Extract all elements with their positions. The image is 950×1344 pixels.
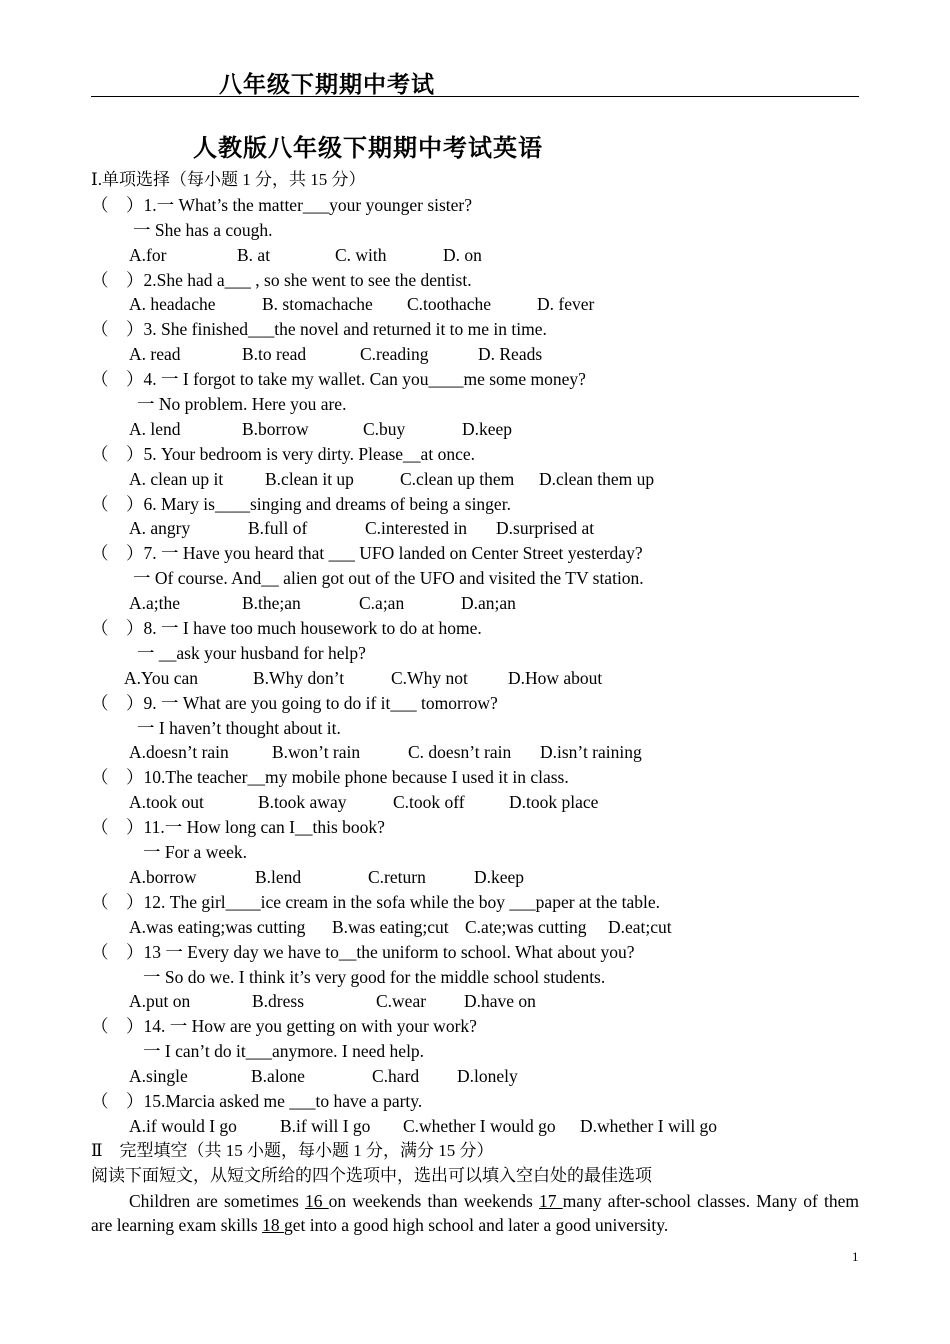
question-2-options: [91, 292, 859, 317]
question-13-stem: （ ）13 一 Every day we have to__the uniform to school. What about you?: [91, 941, 635, 962]
option-b: B.if will I go: [280, 1115, 371, 1136]
option-a: A.You can: [124, 667, 199, 688]
question-1-options: [91, 243, 859, 268]
cloze-passage: [91, 1189, 859, 1239]
question-7-dialogue: 一 Of course. And__ alien got out of the UFO and visited the TV station.: [133, 568, 644, 589]
option-a: A.for: [129, 244, 167, 265]
question-12-stem: （ ）12. The girl____ice cream in the sofa while the boy ___paper at the table.: [91, 891, 661, 912]
option-b: B.full of: [248, 518, 308, 539]
option-b: B.Why don’t: [253, 667, 345, 688]
option-b: B.borrow: [242, 418, 309, 439]
question-13-dialogue: 一 So do we. I think it’s very good for the middle school students.: [143, 966, 606, 987]
question-11-stem: （ ）11.一 How long can I__this book?: [91, 817, 385, 838]
option-b: B.alone: [251, 1066, 305, 1087]
question-12-options: [91, 915, 859, 940]
question-1-stem: （ ）1.一 What’s the matter___your younger sister?: [91, 194, 473, 215]
question-10-options: [91, 790, 859, 815]
option-c: C.wear: [376, 991, 427, 1012]
option-c: C.interested in: [365, 518, 468, 539]
option-d: D.eat;cut: [608, 916, 672, 937]
option-d: D.isn’t raining: [540, 742, 642, 763]
option-d: D.surprised at: [496, 518, 595, 539]
option-d: D.took place: [509, 792, 599, 813]
question-4-dialogue: 一 No problem. Here you are.: [137, 394, 347, 415]
section1-heading: Ⅰ.单项选择（每小题 1 分，共 15 分）: [91, 170, 366, 189]
question-1-dialogue: 一 She has a cough.: [133, 219, 273, 240]
question-14-dialogue: 一 I can’t do it___anymore. I need help.: [143, 1041, 425, 1062]
option-d: D.keep: [462, 418, 513, 439]
option-a: A.was eating;was cutting: [129, 916, 306, 937]
option-d: D.whether I will go: [580, 1115, 718, 1136]
option-c: C.buy: [363, 418, 406, 439]
section2-heading: Ⅱ 完型填空（共 15 小题，每小题 1 分，满分 15 分）: [91, 1140, 494, 1160]
passage-text: Children are sometimes: [129, 1190, 305, 1211]
option-d: D. fever: [537, 294, 595, 315]
option-a: A.doesn’t rain: [129, 742, 229, 763]
question-2-stem: （ ）2.She had a___ , so she went to see the dentist.: [91, 269, 472, 290]
exam-content: [91, 168, 859, 1238]
question-11-options: [91, 865, 859, 890]
option-c: C.a;an: [359, 593, 405, 614]
option-c: C.whether I would go: [403, 1115, 556, 1136]
option-c: C.toothache: [407, 294, 492, 315]
question-14-stem: （ ）14. 一 How are you getting on with your work?: [91, 1016, 477, 1037]
option-a: A.borrow: [129, 866, 197, 887]
question-8-options: [91, 666, 859, 691]
question-15-stem: （ ）15.Marcia asked me ___to have a party.: [91, 1090, 423, 1111]
option-a: A.a;the: [129, 593, 181, 614]
option-b: B.dress: [252, 991, 305, 1012]
option-b: B.the;an: [242, 593, 301, 614]
header-title: 八年级下期期中考试: [219, 72, 435, 98]
blank-17: 17: [539, 1190, 563, 1211]
option-b: B. stomachache: [262, 294, 373, 315]
question-4-stem: （ ）4. 一 I forgot to take my wallet. Can you____me some money?: [91, 369, 586, 390]
question-7-options: [91, 591, 859, 616]
option-a: A.if would I go: [129, 1115, 237, 1136]
page-number: 1: [852, 1249, 859, 1264]
option-c: C.took off: [393, 792, 465, 813]
option-b: B.clean it up: [265, 468, 354, 489]
option-b: B.won’t rain: [272, 742, 361, 763]
question-8-dialogue: 一 __ask your husband for help?: [137, 642, 366, 663]
option-a: A. clean up it: [129, 468, 224, 489]
option-c: C.return: [368, 866, 426, 887]
option-d: D. on: [443, 244, 482, 265]
question-3-options: [91, 342, 859, 367]
blank-18: 18: [262, 1215, 284, 1236]
question-5-options: [91, 467, 859, 492]
option-d: D.clean them up: [539, 468, 655, 489]
question-7-stem: （ ）7. 一 Have you heard that ___ UFO landed on Center Street yesterday?: [91, 543, 643, 564]
option-d: D.How about: [508, 667, 603, 688]
document-title: 人教版八年级下期期中考试英语: [193, 134, 543, 162]
question-list: [91, 193, 859, 1139]
question-9-options: [91, 740, 859, 765]
question-11-dialogue: 一 For a week.: [143, 842, 248, 863]
blank-16: 16: [304, 1190, 329, 1211]
passage-text: get into a good high school and later a good university.: [283, 1215, 669, 1236]
option-b: B.to read: [242, 344, 307, 365]
question-9-dialogue: 一 I haven’t thought about it.: [137, 717, 341, 738]
option-a: A. angry: [129, 518, 191, 539]
option-c: C.hard: [372, 1066, 420, 1087]
option-a: A.took out: [129, 792, 204, 813]
question-15-options: [91, 1114, 859, 1139]
question-10-stem: （ ）10.The teacher__my mobile phone because I used it in class.: [91, 767, 569, 788]
option-b: B.was eating;cut: [332, 916, 449, 937]
question-5-stem: （ ）5. Your bedroom is very dirty. Please__at once.: [91, 443, 475, 464]
passage-text: many after-school classes. Many of them are learning exam skills: [91, 1190, 860, 1236]
option-b: B.lend: [255, 866, 302, 887]
option-a: A.put on: [129, 991, 191, 1012]
option-d: D.have on: [464, 991, 536, 1012]
option-a: A. headache: [129, 294, 216, 315]
question-9-stem: （ ）9. 一 What are you going to do if it___ tomorrow?: [91, 692, 498, 713]
option-c: C. with: [335, 244, 387, 265]
question-6-stem: （ ）6. Mary is____singing and dreams of being a singer.: [91, 493, 511, 514]
option-c: C.Why not: [391, 667, 468, 688]
option-b: B.took away: [258, 792, 347, 813]
option-c: C.ate;was cutting: [465, 916, 587, 937]
question-13-options: [91, 989, 859, 1014]
option-c: C. doesn’t rain: [408, 742, 512, 763]
option-d: D.an;an: [461, 593, 516, 614]
question-8-stem: （ ）8. 一 I have too much housework to do at home.: [91, 618, 482, 639]
option-c: C.reading: [360, 344, 429, 365]
question-6-options: [91, 516, 859, 541]
option-d: D.keep: [474, 866, 525, 887]
option-b: B. at: [237, 244, 271, 265]
option-d: D. Reads: [478, 344, 543, 365]
question-3-stem: （ ）3. She finished___the novel and returned it to me in time.: [91, 319, 547, 340]
option-a: A. lend: [129, 418, 181, 439]
option-d: D.lonely: [457, 1066, 518, 1087]
option-a: A.single: [129, 1066, 188, 1087]
option-a: A. read: [129, 344, 181, 365]
question-14-options: [91, 1064, 859, 1089]
section2-instruction: 阅读下面短文，从短文所给的四个选项中，选出可以填入空白处的最佳选项: [91, 1165, 652, 1185]
question-4-options: [91, 417, 859, 442]
passage-text: on weekends than weekends: [328, 1190, 539, 1211]
page-header: [91, 64, 859, 97]
option-c: C.clean up them: [400, 468, 515, 489]
